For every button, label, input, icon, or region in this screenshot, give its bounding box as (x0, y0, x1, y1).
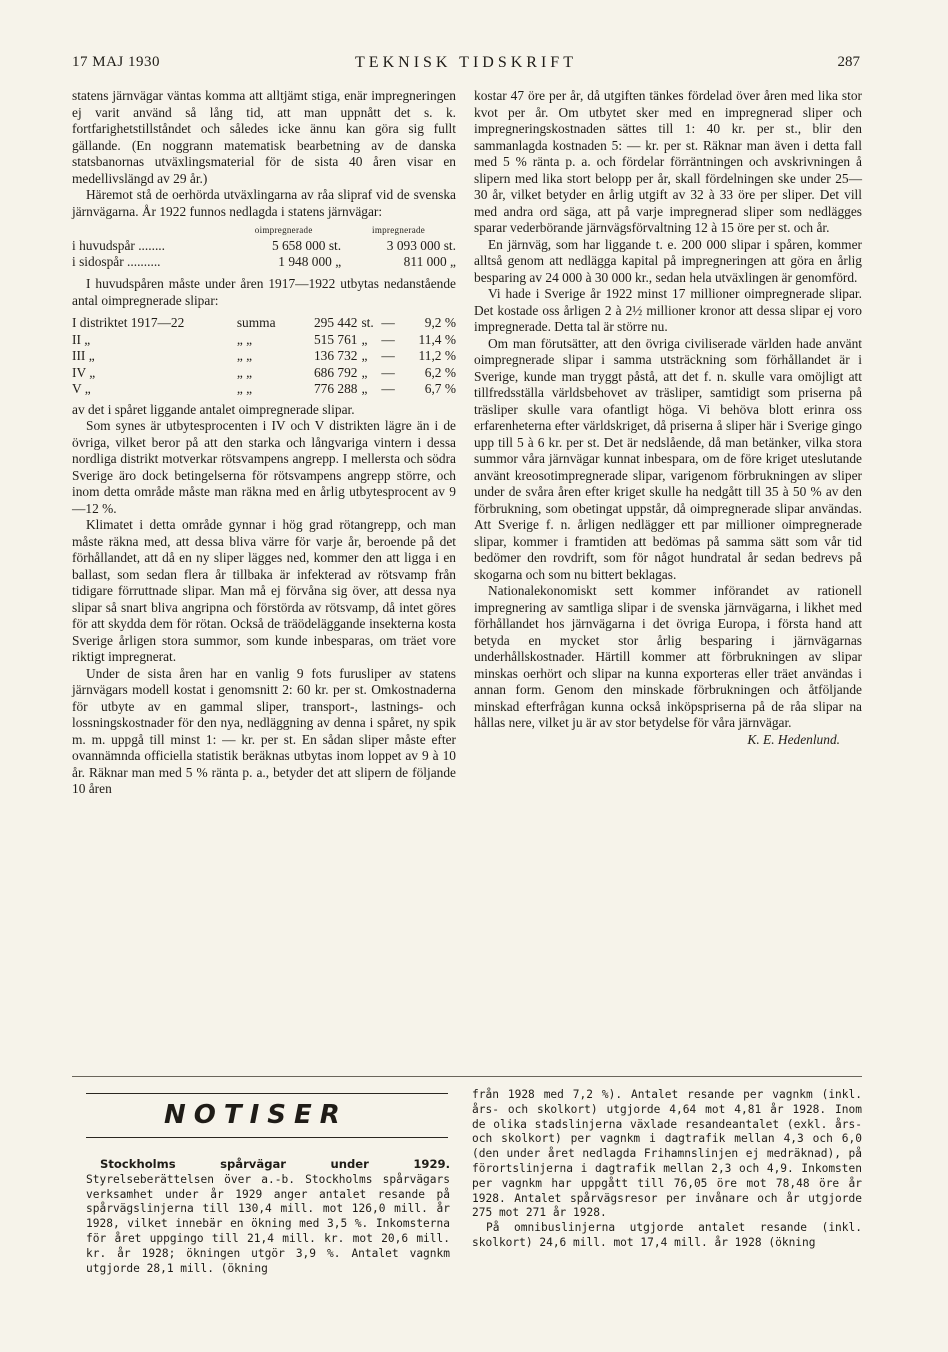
cell: 811 000 „ (403, 254, 456, 269)
table-row (72, 254, 456, 270)
sleeper-count-table (72, 222, 456, 270)
cell: 9,2 % (424, 315, 456, 330)
table-row (72, 381, 456, 398)
paragraph: av det i spåret liggande antalet oimpregnerade slipar. (72, 401, 355, 417)
cell: — (381, 315, 395, 330)
cell: „ „ (236, 331, 253, 347)
cell: „ „ (236, 381, 253, 396)
cell: 686 792 (313, 364, 358, 380)
paragraph: Häremot stå de oerhörda utväxlingarna av råa slipraf vid de svenska järnvägarna. År 1922 funnos nedlagda i statens järnvägar: (72, 187, 456, 219)
row-label: i huvudspår ........ (72, 238, 165, 253)
table-row (72, 365, 456, 382)
issue-date: 17 MAJ 1930 (72, 54, 161, 70)
cell: 3 093 000 st. (386, 238, 456, 253)
paragraph: Under de sista åren har en vanlig 9 fots furusliper av statens järnvägars modell kostat i genomsnitt 2: 60 kr. per st. Omkostnaderna för utbyte av en gammal sliper, transport-, lastnings- och lossningskostnader för den nya, nedläggning av denna i spåret, ny spik m. m. uppgå till minst 1: — kr. per st. En sådan sliper måste efter ovannämnda officiella statistik beräknas utbytas inom loppet av 9 à 10 år. Räknar man med 5 % ränta p. a., betyder det att slipern de följande 10 åren (72, 665, 456, 796)
cell: „ (361, 348, 368, 363)
cell: 6,7 % (424, 381, 456, 396)
paragraph: Som synes är utbytesprocenten i IV och V distrikten lägre än i de övriga, vilket beror på att den starka och långvariga vintern i dessa nordliga distrikt motverkar rötsvampens angrepp. I mellersta och södra Sverige äro dock betingelserna för rötsvampens angrepp större, och inom detta område måste man räkna med en årlig utbytesprocent av 9—12 %. (72, 418, 456, 516)
cell: 11,4 % (418, 331, 456, 347)
paragraph: Klimatet i detta område gynnar i hög grad rötangrepp, och man måste räkna med, att dessa bliva värre för varje år, beroende på det förhållandet, att då en ny sliper lägges ned, kommer den att ligga i en ballast, som sedan flera år tillbaka är infekterad av rötsvamp från tidigare förruttnade slipar. Man må ej förvåna sig över, att dessa nya slipar så snart bliva angripna och förstörda av rötsvamp, då intet göres för att skydda dem för rötan. Också de träödeläggande insekterna kosta Sverige årligen stora summor, som kunde inbesparas, om träet vore riktigt impregnerat. (72, 517, 456, 664)
cell: 5 658 000 st. (271, 238, 342, 253)
row-label: i sidospår .......... (72, 254, 161, 269)
notice-text: Styrelseberättelsen över a.-b. Stockholms spårvägars verksamhet under år 1929 anger antalet resande på spårvägslinjerna till 130,4 mill. mot 126,0 mill. år 1928, vilket innebär en ökning med 3,5 %. Inkomsterna för året uppgingo till 21,4 mill. kr. mot 20,6 mill. kr. år 1928; ökningen utgör 3,9 %. Antalet vagnkm utgjorde 28,1 mill. (ökning (86, 1172, 450, 1275)
cell: 776 288 (313, 381, 358, 396)
cell: IV „ (72, 364, 96, 380)
notice-text: från 1928 med 7,2 %). Antalet resande per vagnkm (inkl. års- och skolkort) utgjorde 4,64 mot 4,81 år 1928. Inom de olika stadslinjerna växlade resandeantalet (exkl. års- och skolkort) per vagnkm i dagtrafik mellan 4,3 och 6,0 (den under året nedlagda Frihamnslinjen ej medräknad), på förortslinjerna i dagtrafik mellan 2,3 och 4,9. Inkomsten per vagnkm har uppgått till 76,05 öre mot 78,48 öre år 1928. Antalet spårvägsresor per invånare och år utgjorde 275 mot 271 år 1928. (472, 1088, 862, 1220)
notice-left-column (86, 1157, 450, 1276)
cell: — (381, 381, 395, 396)
cell: 295 442 (313, 315, 358, 330)
paragraph: En järnväg, som har liggande t. e. 200 000 slipar i spåren, kommer alltså genom att nedlägga kapital på impregneringen att göra en årlig besparing av 24 000 à 30 000 kr., sedan hela utväxlingen är genomförd. (474, 236, 862, 285)
journal-title: TEKNISK TIDSKRIFT (355, 54, 577, 71)
cell: „ „ (236, 364, 253, 380)
cell: 1 948 000 „ (278, 254, 342, 269)
cell: 515 761 (313, 331, 358, 347)
left-column (72, 88, 456, 798)
table-row (72, 315, 456, 332)
paragraph: Om man förutsätter, att den övriga civiliserade världen hade använt oimpregnerade slipar i samma utsträckning som förhållandet är i Sverige, kunde man tryggt påstå, att det f. n. skulle vara omöjligt att tillfredsställa världsbehovet av träsliper, samtidigt som priserna på träsliper skulle vara ofantligt höga. Vi behöva blott erinra oss erfarenheterna efter världskriget, då priserna å sliper här i Sverige gingo upp till 5 à 6 kr. per st. Det är nedslående, då man betänker, vilka stora summor våra järnvägar kunnat inbespara, om de före kriget uteslutande använt kreosotimpregnerade slipar, varigenom förbrukningen av sliper under de svåra åren efter kriget skulle ha nedgått till 35 à 50 % av den förbrukning, som obetingat uppstår, då oimpregnerade slipar användas. Att Sverige f. n. årligen nedlägger ett par millioner oimpregnerade slipar, kommer i framtiden att bedömas på samma sätt som vår tid bedömer den rovdrift, som för något hundratal år sedan bedrevs på skogarna och som nu bittert beklagas. (474, 335, 862, 582)
cell: „ (361, 331, 368, 347)
right-column (474, 88, 862, 748)
cell: V „ (72, 381, 91, 396)
rule-bottom (86, 1137, 448, 1138)
cell: st. (361, 315, 374, 330)
author-signature: K. E. Hedenlund. (747, 731, 840, 747)
notice-heading: Stockholms spårvägar under 1929. (100, 1157, 450, 1171)
table-row (72, 332, 456, 349)
cell: II „ (72, 331, 91, 347)
paragraph: I huvudspåren måste under åren 1917—1922 utbytas nedanstående antal oimpregnerade slipar: (72, 276, 456, 308)
column-header: oimpregnerade (254, 225, 313, 235)
cell: „ „ (236, 348, 253, 363)
cell: „ (361, 364, 368, 380)
cell: 11,2 % (418, 348, 456, 363)
column-header: impregnerade (372, 225, 426, 235)
cell: III „ (72, 348, 95, 363)
cell: I distriktet 1917—22 (72, 315, 185, 330)
page-number: 287 (837, 54, 860, 70)
paragraph: Vi hade i Sverige år 1922 minst 17 millioner oimpregnerade slipar. Det kostade oss årligen 2 à 2½ millioner kronor att dessa slipar ej voro impregnerade. Detta tal är större nu. (474, 286, 862, 334)
cell: — (381, 364, 395, 380)
cell: — (381, 348, 395, 363)
cell: summa (236, 315, 276, 330)
section-title: NOTISER (164, 1100, 348, 1130)
rule-top (86, 1093, 448, 1094)
table-row (72, 238, 456, 254)
paragraph: statens järnvägar väntas komma att alltjämt stiga, enär impregneringen ej varit använd så lång tid, att man uppnått det s. k. fortfarighetstillståndet och således icke ännu kan göra sig fullt gällande. (En noggrann matematisk bearbetning av de danska statsbanornas utväxlingsmaterial för de sista 40 åren visar en medellivslängd av 29 år.) (72, 88, 456, 186)
table-row (72, 348, 456, 365)
paragraph: kostar 47 öre per år, då utgiften tänkes fördelad över åren med lika stor kvot per år. Om utbytet sker med en impregnerad sliper och impregneringskostnaden sättes till 1: 40 kr. per st., blir den sammanlagda kostnaden 5: — kr. per st. Räknar man även i detta fall med 5 % ränta p. a. och fördelar förräntningen och avskrivningen å slipern med lika stort belopp per år, skall fördelningen ske under 25—30 år, vilket betyder en årlig utgift av 32 à 33 öre per sliper. Det vill med andra ord säga, att på varje impregnerad sliper som nedlägges sparar vederbörande järnvägsförvaltning 12 à 15 öre per st. och år. (474, 88, 862, 235)
page-header (72, 52, 860, 78)
district-table (72, 315, 456, 398)
notice-text: På omnibuslinjerna utgjorde antalet resande (inkl. skolkort) 24,6 mill. mot 17,4 mill. år 1928 (ökning (472, 1221, 862, 1249)
cell: „ (361, 381, 368, 396)
cell: — (381, 331, 395, 347)
cell: 6,2 % (424, 364, 456, 380)
cell: 136 732 (313, 348, 358, 363)
notice-right-column (472, 1088, 862, 1251)
section-divider (72, 1076, 862, 1077)
paragraph: Nationalekonomiskt sett kommer införandet av rationell impregnering av samtliga slipar i de svenska järnvägarna, i likhet med förhållandet hos järnvägarna i det övriga Europa, i första hand att betyda en mycket stor årlig besparing i järnvägarnas underhållskostnader. Härtill kommer att förbrukningen av slipar minskas oerhört och slipar na kunna exporteras eller träet användas i annan form. Genom den minskade förbrukningen och åtföljande minskad efterfrågan kunna också inköpspriserna på de råa slipar na hållas nere, vilket ju är av stor betydelse för våra järnvägar. (474, 583, 862, 730)
